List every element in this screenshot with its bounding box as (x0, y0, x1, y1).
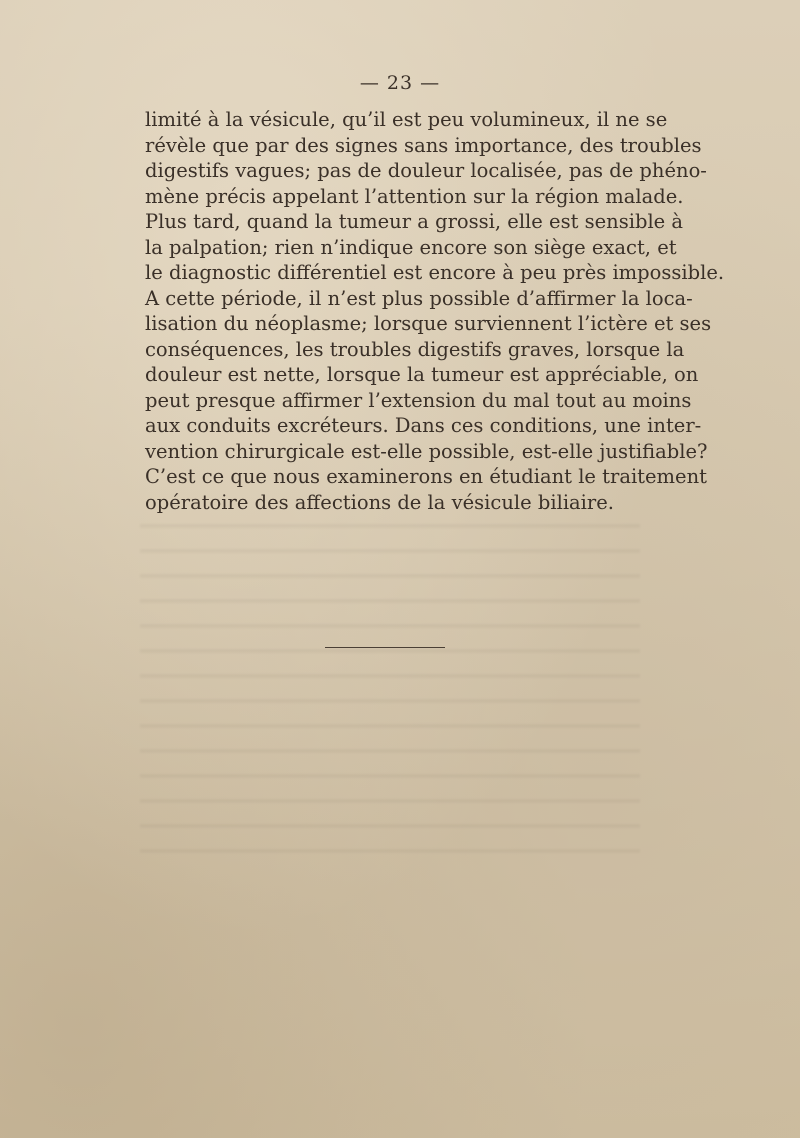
text-line: limité à la vésicule, qu’il est peu volumineux, il ne se (145, 108, 668, 131)
text-line: A cette période, il n’est plus possible d’affirmer la loca- (145, 286, 693, 310)
text-line: peut presque affirmer l’extension du mal tout au moins (145, 388, 692, 412)
section-divider-rule (325, 647, 445, 648)
text-line: opératoire des affections de la vésicule biliaire. (145, 490, 614, 514)
text-line: révèle que par des signes sans importance, des troubles (145, 133, 702, 157)
text-line: digestifs vagues; pas de douleur localisée, pas de phéno- (145, 159, 707, 182)
text-line: la palpation; rien n’indique encore son siège exact, et (145, 235, 677, 259)
bleed-through-texture (140, 510, 640, 870)
text-line: mène précis appelant l’attention sur la région malade. (145, 184, 684, 208)
text-line: douleur est nette, lorsque la tumeur est appréciable, on (145, 363, 699, 386)
text-line: C’est ce que nous examinerons en étudiant le traitement (145, 465, 707, 488)
text-line: vention chirurgicale est-elle possible, est-elle justifiable? (145, 439, 708, 463)
text-line: le diagnostic différentiel est encore à peu près impossible. (145, 261, 725, 284)
text-line: conséquences, les troubles digestifs graves, lorsque la (145, 337, 685, 361)
page-number: — 23 — (359, 72, 441, 94)
text-line: lisation du néoplasme; lorsque surviennent l’ictère et ses (145, 312, 712, 335)
text-line: Plus tard, quand la tumeur a grossi, elle est sensible à (145, 210, 684, 233)
text-line: aux conduits excréteurs. Dans ces conditions, une inter- (145, 414, 702, 437)
body-paragraph (145, 107, 725, 515)
